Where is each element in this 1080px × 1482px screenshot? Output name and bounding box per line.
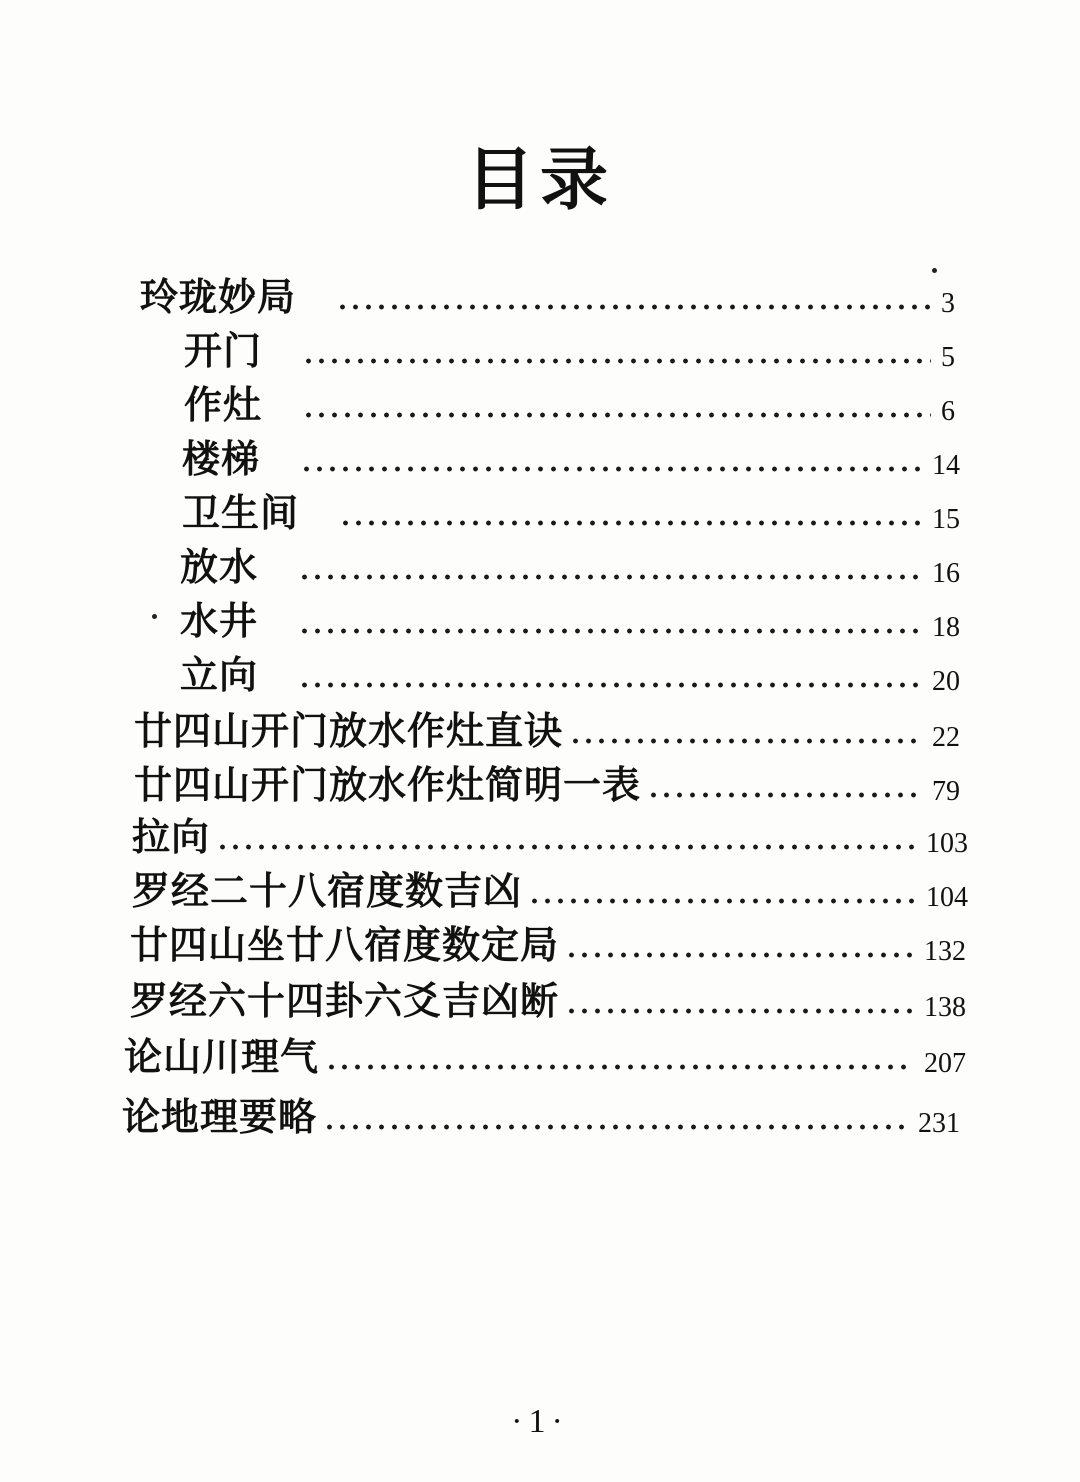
toc-entry[interactable] xyxy=(184,378,955,432)
toc-leader-dots xyxy=(325,1030,914,1084)
toc-entry[interactable] xyxy=(130,974,966,1028)
toc-entry[interactable] xyxy=(140,270,955,324)
toc-leader-dots xyxy=(302,378,931,432)
toc-entry[interactable] xyxy=(122,1090,960,1144)
toc-leader-dots xyxy=(298,540,922,594)
toc-entry-label: 水井 xyxy=(180,598,259,643)
toc-entry[interactable] xyxy=(132,864,968,918)
toc-entry-page: 22 xyxy=(932,722,960,753)
toc-entry[interactable] xyxy=(124,1030,966,1084)
toc-entry-label: 廿四山开门放水作灶简明一表 xyxy=(134,762,642,807)
toc-leader-dots xyxy=(565,918,914,972)
toc-entry-page: 20 xyxy=(932,666,960,697)
toc-entry-page: 104 xyxy=(926,882,968,913)
toc-entry-label: 罗经六十四卦六爻吉凶断 xyxy=(130,978,560,1023)
toc-entry[interactable] xyxy=(182,432,960,486)
toc-entry-label: 放水 xyxy=(180,544,259,589)
toc-entry-page: 3 xyxy=(941,288,955,319)
toc-entry-label: 开门 xyxy=(184,328,263,373)
toc-entry-label: 廿四山开门放水作灶直诀 xyxy=(134,708,564,753)
toc-entry-page: 18 xyxy=(932,612,960,643)
toc-entry[interactable] xyxy=(132,810,968,864)
toc-leader-dots xyxy=(323,1090,908,1144)
page-number: ·1· xyxy=(511,1403,569,1440)
toc-entry-page: 5 xyxy=(941,342,955,373)
toc-entry-label: 论山川理气 xyxy=(124,1034,320,1079)
scan-speck xyxy=(932,268,937,273)
toc-entry-label: 立向 xyxy=(180,652,259,697)
toc-entry[interactable] xyxy=(184,324,955,378)
scan-speck xyxy=(152,614,157,619)
toc-entry[interactable] xyxy=(180,648,960,702)
toc-entry-label: 玲珑妙局 xyxy=(140,274,297,319)
page-title: 目录 xyxy=(465,140,614,220)
toc-entry-page: 103 xyxy=(926,828,968,859)
toc-leader-dots xyxy=(302,324,931,378)
toc-leader-dots xyxy=(565,974,914,1028)
toc-leader-dots xyxy=(528,864,916,918)
toc-entry[interactable] xyxy=(180,540,960,594)
toc-entry-label: 罗经二十八宿度数吉凶 xyxy=(132,868,523,913)
toc-entry[interactable] xyxy=(134,758,960,812)
toc-entry[interactable] xyxy=(130,918,966,972)
toc-entry[interactable] xyxy=(134,704,960,758)
toc-entry-label: 卫生间 xyxy=(182,490,300,535)
toc-entry-page: 132 xyxy=(924,936,966,967)
toc-entry-page: 6 xyxy=(941,396,955,427)
toc-entry-label: 廿四山坐廿八宿度数定局 xyxy=(130,922,560,967)
toc-entry-label: 作灶 xyxy=(184,382,263,427)
toc-entry-label: 论地理要略 xyxy=(122,1094,318,1139)
toc-entry-label: 楼梯 xyxy=(182,436,261,481)
toc-entry-page: 207 xyxy=(924,1048,966,1079)
toc-leader-dots xyxy=(339,486,922,540)
toc-leader-dots xyxy=(336,270,931,324)
toc-leader-dots xyxy=(569,704,922,758)
toc-leader-dots xyxy=(647,758,922,812)
toc-entry[interactable] xyxy=(182,486,960,540)
toc-entry-label: 拉向 xyxy=(132,814,211,859)
toc-leader-dots xyxy=(300,432,922,486)
toc-leader-dots xyxy=(298,594,922,648)
toc-leader-dots xyxy=(216,810,916,864)
toc-entry-page: 138 xyxy=(924,992,966,1023)
toc-entry-page: 15 xyxy=(932,504,960,535)
toc-entry[interactable] xyxy=(180,594,960,648)
toc-entry-page: 16 xyxy=(932,558,960,589)
toc-entry-page: 231 xyxy=(918,1108,960,1139)
toc-leader-dots xyxy=(298,648,922,702)
toc-entry-page: 14 xyxy=(932,450,960,481)
toc-entry-page: 79 xyxy=(932,776,960,807)
